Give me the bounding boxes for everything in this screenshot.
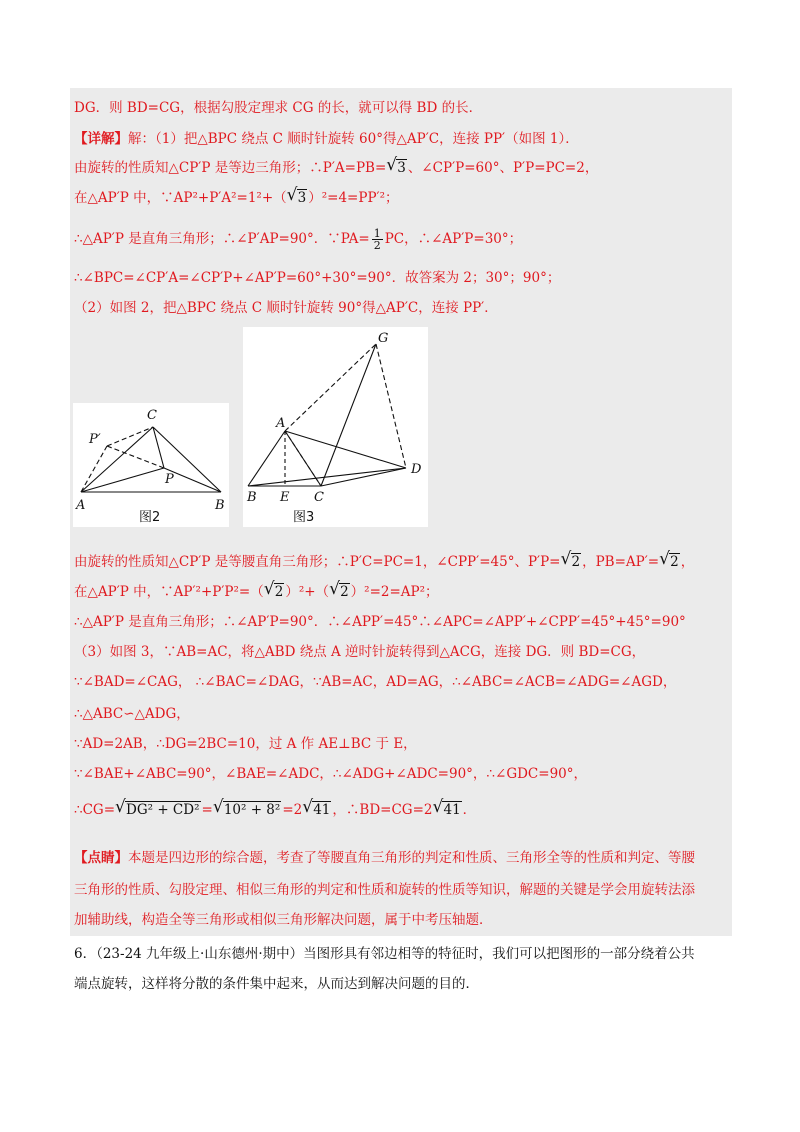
vertex-label-g: G [378, 331, 389, 346]
question-6-line-1: 6．（23-24 九年级上·山东德州·期中）当图形具有邻边相等的特征时，我们可以把图形的一部分绕着公共 [74, 946, 695, 962]
text-line-13: ∴△ABC∽△ADG， [74, 706, 190, 722]
text-line-11: （3）如图 3，∵AB=AC，将△ABD 绕点 A 逆时针旋转得到△ACG，连接 DG．则 BD=CG， [74, 644, 646, 660]
text-line-1: DG．则 BD=CG，根据勾股定理求 CG 的长，就可以得 BD 的长． [74, 100, 483, 116]
vertex-label-a: A [276, 416, 286, 431]
text-line-17: 【点睛】本题是四边形的综合题，考查了等腰直角三角形的判定和性质、三角形全等的性质和判定、等腰 [74, 850, 695, 866]
text-line-7: （2）如图 2，把△BPC 绕点 C 顺时针旋转 90°得△AP′C，连接 PP′． [74, 300, 498, 316]
text-line-14: ∵AD=2AB，∴DG=2BC=10，过 A 作 AE⊥BC 于 E， [74, 736, 417, 752]
sqrt-dg2-cd2: √ DG² + CD² [116, 800, 200, 820]
figure-2 [73, 403, 229, 527]
sqrt-2: √ 2 [330, 582, 350, 602]
figure-2-caption: 图2 [139, 510, 161, 525]
text-line-16: ∴CG=√ DG² + CD² =√ 10² + 8² =2√ 41 ，∴BD=CG=2√ 41 ． [74, 800, 476, 820]
detail-tag: 【详解】 [74, 131, 128, 147]
text-line-19: 加辅助线，构造全等三角形或相似三角形解决问题，属于中考压轴题． [74, 912, 493, 928]
sqrt-3: √ 3 [288, 188, 308, 208]
vertex-label-b: B [215, 498, 225, 513]
vertex-label-c: C [314, 490, 324, 505]
text-line-8: 由旋转的性质知△CP′P 是等腰直角三角形；∴P′C=PC=1，∠CPP′=45°、P′P=√ 2 ，PB=AP′=√ 2 ， [74, 552, 694, 572]
text-line-3: 由旋转的性质知△CP′P 是等边三角形；∴P′A=PB=√ 3 、∠CP′P=60°、P′P=PC=2， [74, 158, 598, 178]
vertex-label-c: C [147, 408, 157, 423]
text-line-10: ∴△AP′P 是直角三角形；∴∠AP′P=90°．∴∠APP′=45°∴∠APC=∠APP′+∠CPP′=45°+45°=90° [74, 614, 686, 630]
text-line-15: ∵∠BAE+∠ABC=90°，∠BAE=∠ADC，∴∠ADG+∠ADC=90°，∴∠GDC=90°， [74, 766, 587, 782]
sqrt-164: √ 10² + 8² [214, 800, 282, 820]
sqrt-2: √ 2 [660, 552, 680, 572]
sqrt-2: √ 2 [265, 582, 285, 602]
sqrt-41: √ 41 [303, 800, 331, 820]
vertex-label-p-prime: P′ [89, 432, 101, 447]
question-6-line-2: 端点旋转，这样将分散的条件集中起来，从而达到解决问题的目的． [74, 976, 479, 992]
figure-3-caption: 图3 [293, 510, 315, 525]
vertex-label-e: E [280, 490, 290, 505]
text-line-2: 【详解】解：（1）把△BPC 绕点 C 顺时针旋转 60°得△AP′C，连接 PP′（如图 1）． [74, 131, 579, 147]
sqrt-41: √ 41 [433, 800, 461, 820]
sqrt-3: √ 3 [387, 158, 407, 178]
text-line-9: 在△AP′P 中，∵AP′²+P′P²=（√ 2 ）²+（√ 2 ）²=2=AP²； [74, 582, 439, 602]
figure-3 [243, 327, 428, 527]
fraction-one-half: $\frac{1}{2}$ [373, 227, 381, 252]
vertex-label-a: A [76, 498, 86, 513]
sqrt-2: √ 2 [562, 552, 582, 572]
text-line-18: 三角形的性质、勾股定理、相似三角形的判定和性质和旋转的性质等知识，解题的关键是学会用旋转法添 [74, 882, 695, 898]
text-line-5: ∴△AP′P 是直角三角形；∴∠P′AP=90°．∵PA= $\frac{1}{2}$ PC，∴∠AP′P=30°； [74, 227, 523, 252]
vertex-label-b: B [247, 490, 257, 505]
summary-tag: 【点睛】 [74, 850, 128, 866]
vertex-label-d: D [411, 462, 422, 477]
text-line-6: ∴∠BPC=∠CP′A=∠CP′P+∠AP′P=60°+30°=90°．故答案为 2；30°；90°； [74, 270, 561, 286]
text-line-4: 在△AP′P 中，∵AP²+P′A²=1²+（√ 3 ）²=4=PP′²； [74, 188, 399, 208]
text-line-12: ∵∠BAD=∠CAG， ∴∠BAC=∠DAG，∵AB=AC，AD=AG，∴∠ABC=∠ACB=∠ADG=∠AGD， [74, 674, 677, 690]
vertex-label-p: P [165, 472, 174, 487]
